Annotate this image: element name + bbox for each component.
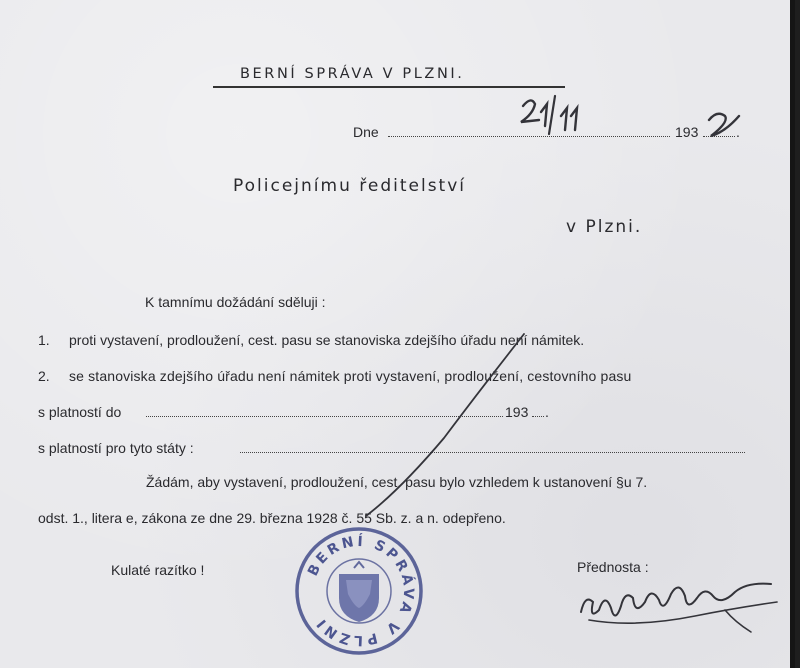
validity-states-label: s platností pro tyto státy : [38, 440, 194, 456]
validity-year: 193 [505, 404, 529, 420]
addressee-line-1: Policejnímu ředitelství [233, 176, 466, 196]
signature [575, 572, 785, 634]
stamp-text: BERNÍ SPRÁVA V PLZNI [304, 533, 417, 649]
request-line-1: Žádám, aby vystavení, prodloužení, cest. pasu bylo vzhledem k ustanovení §u 7. [146, 474, 648, 490]
scan-edge [790, 0, 795, 668]
item-1-number: 1. [38, 332, 50, 348]
validity-until-label: s platností do [38, 404, 122, 420]
item-1-text: proti vystavení, prodloužení, cest. pasu se stanoviska zdejšího úřadu není námitek. [69, 332, 585, 348]
handwritten-date [515, 92, 585, 140]
item-2-number: 2. [38, 368, 50, 384]
handwritten-year-digit [703, 108, 745, 142]
stamp-label: Kulaté razítko ! [111, 562, 205, 578]
date-year-prefix: 193 [675, 124, 699, 140]
request-line-2: odst. 1., litera e, zákona ze dne 29. března 1928 č. 55 Sb. z. a n. odepřeno. [38, 510, 506, 526]
item-2-text: se stanoviska zdejšího úřadu není námitek proti vystavení, prodloužení, cestovního pasu [69, 368, 632, 384]
intro-text: K tamnímu dožádání sděluji : [145, 294, 326, 310]
date-prefix: Dne [353, 124, 379, 140]
validity-trailing-dot: . [545, 404, 549, 420]
addressee-line-2: v Plzni. [566, 217, 643, 237]
header-underline [213, 86, 565, 88]
coat-of-arms-emblem [339, 562, 379, 622]
validity-year-dotted-line [532, 416, 544, 417]
office-header: BERNÍ SPRÁVA V PLZNI. [240, 66, 465, 82]
office-stamp [292, 524, 426, 658]
pencil-strike-line [360, 330, 530, 520]
signatory-label: Přednosta : [577, 559, 649, 575]
date-trailing-dot: . [736, 124, 740, 140]
